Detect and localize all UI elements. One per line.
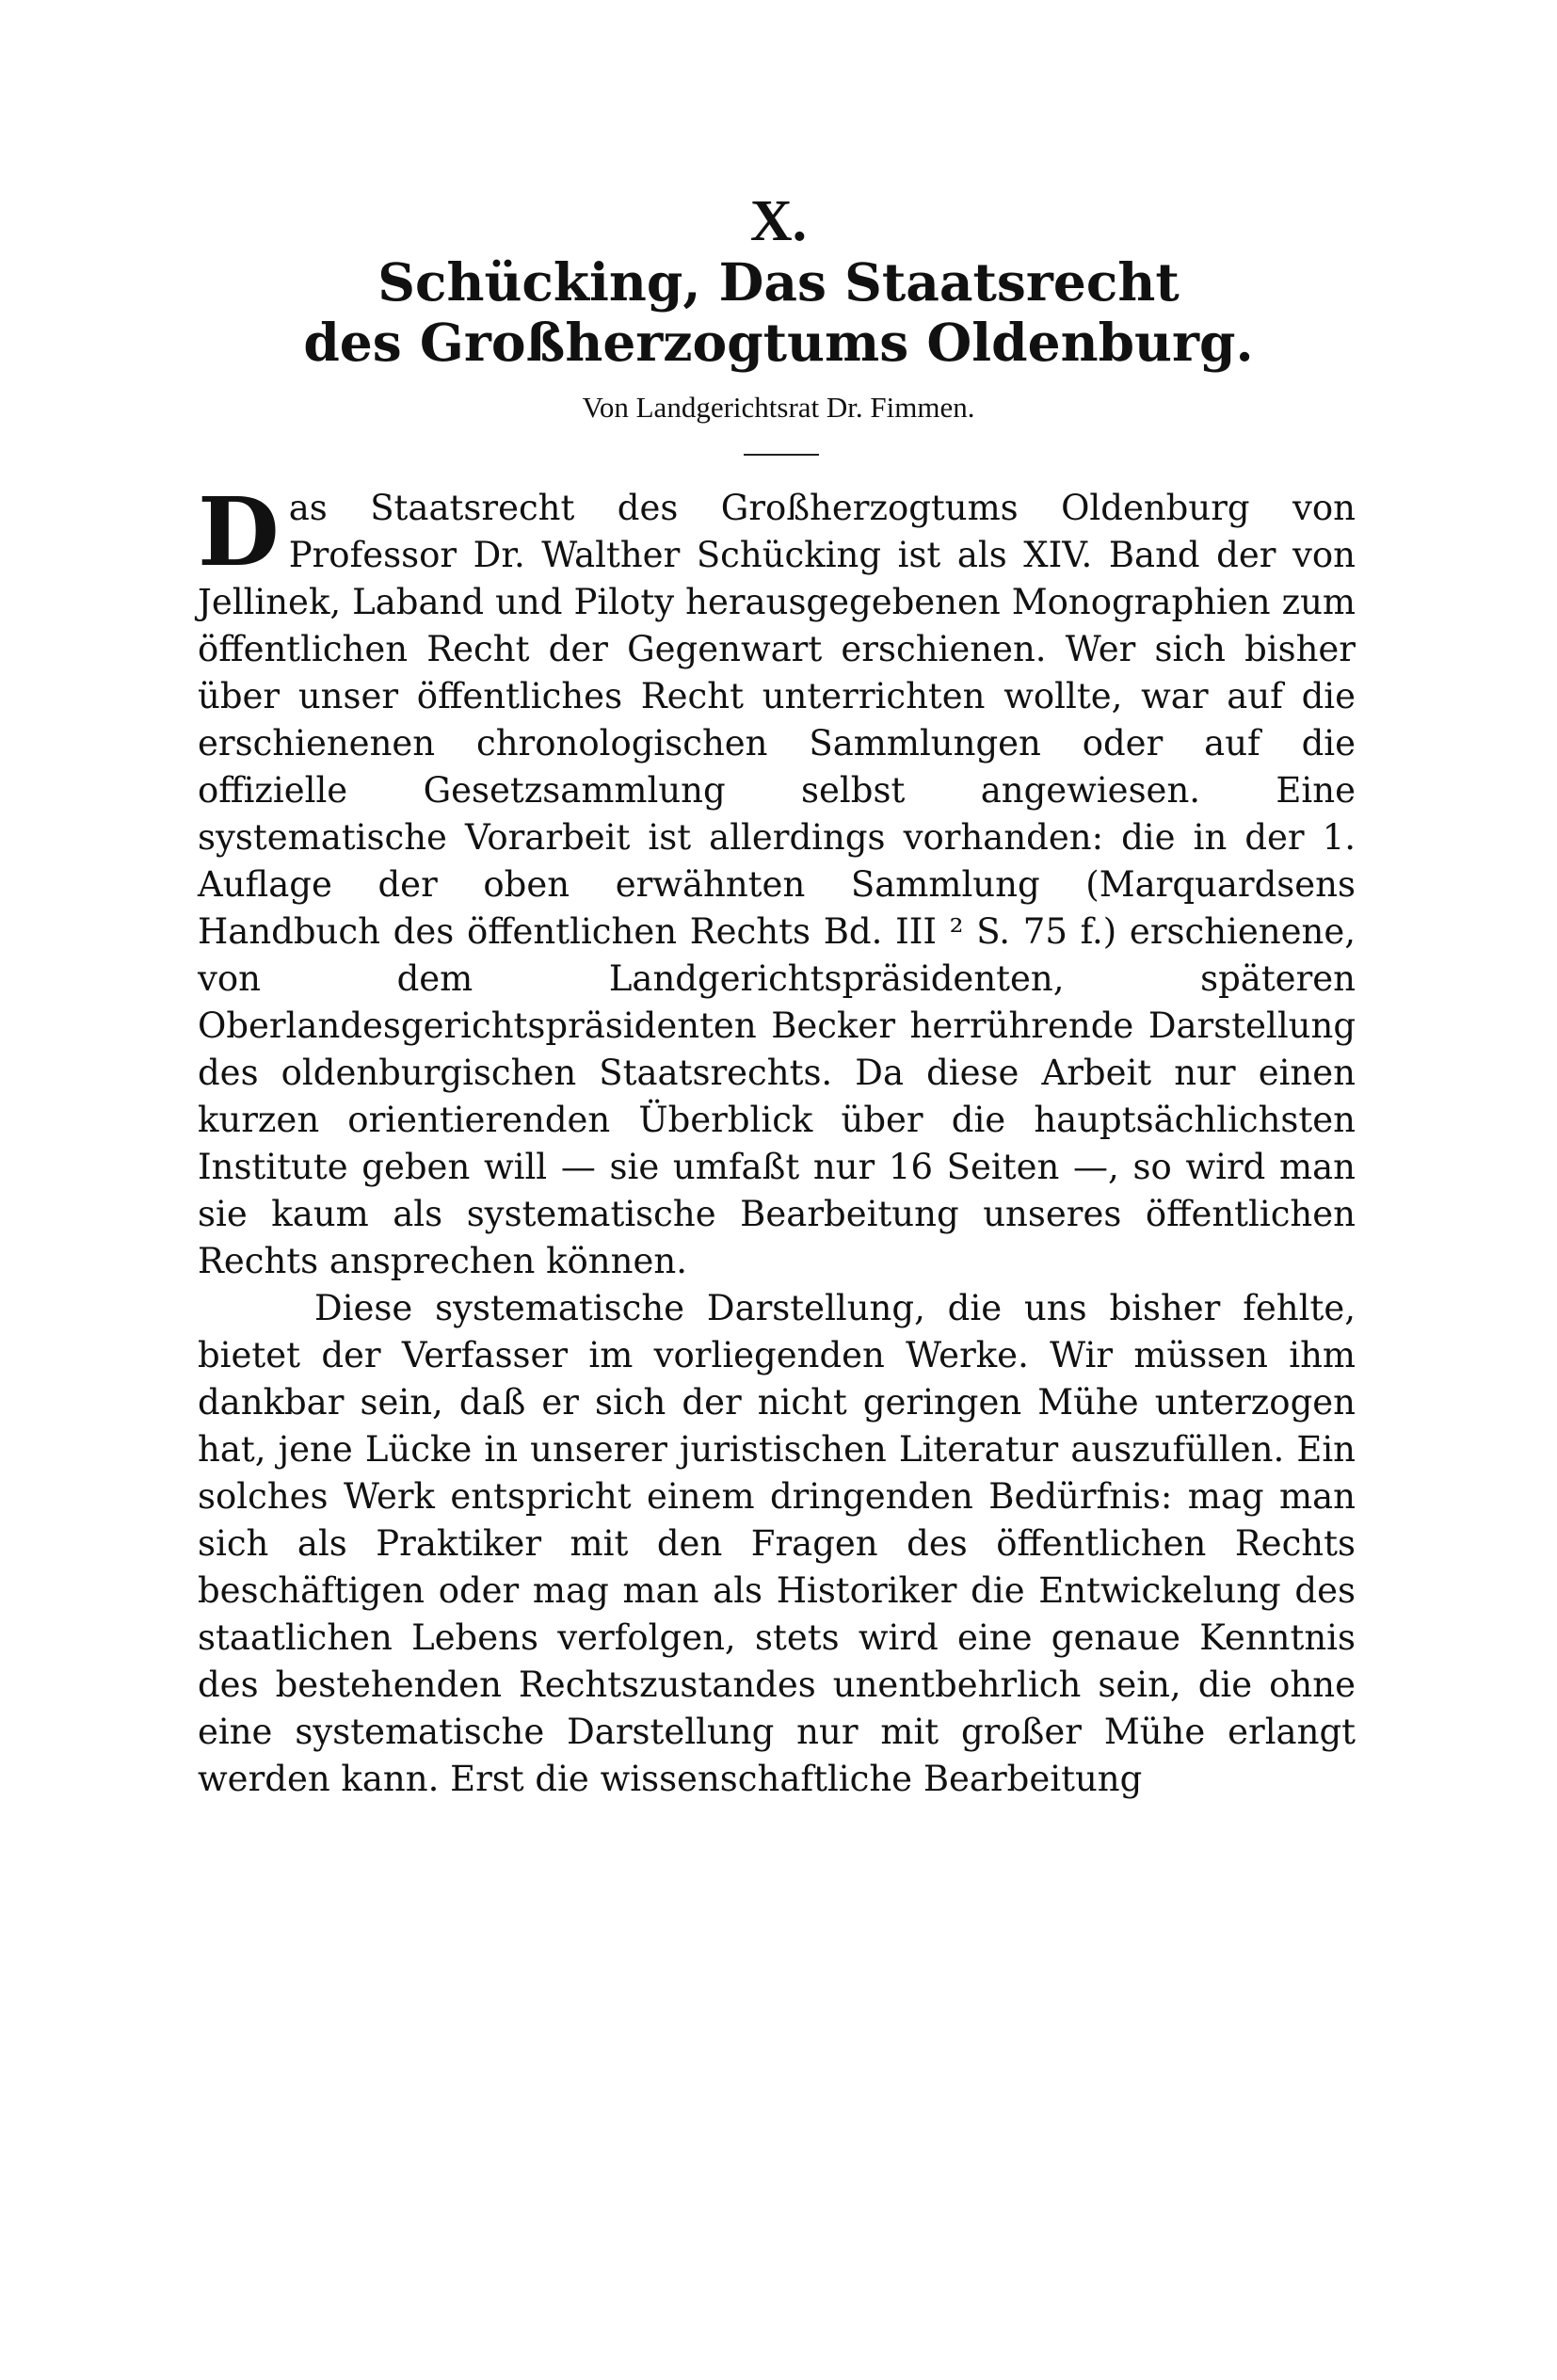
chapter-title — [0, 252, 1557, 373]
title-divider — [744, 454, 819, 456]
article-body — [198, 476, 1356, 1803]
paragraph-1 — [198, 476, 1356, 1285]
paragraph-2: Diese systematische Darstellung, die uns bisher fehlte, bietet der Verfasser im vorliegenden Werke. Wir müssen ihm dankbar sein, daß er sich der nicht geringen Mühe unterzogen hat, jene Lücke in unserer juristischen Literatur auszufüllen. Ein solches Werk entspricht einem dringenden Bedürfnis: mag man sich als Praktiker mit den Fragen des öffentlichen Rechts beschäftigen oder mag man als Historiker die Entwickelung des staatlichen Lebens verfolgen, stets wird eine genaue Kenntnis des bestehenden Rechtszustandes unentbehrlich sein, die ohne eine systematische Darstellung nur mit großer Mühe erlangt werden kann. Erst die wissenschaftliche Bearbeitung — [198, 1288, 1356, 1799]
drop-cap: D — [198, 476, 280, 587]
chapter-title-line-1: Schücking, Das Staatsrecht — [377, 251, 1180, 313]
chapter-title-line-2: des Großherzogtums Oldenburg. — [303, 312, 1254, 373]
author-byline: Von Landgerichtsrat Dr. Fimmen. — [582, 391, 975, 424]
chapter-numeral: X. — [749, 189, 808, 253]
paragraph-1-text: as Staatsrecht des Großherzogtums Oldenburg von Professor Dr. Walther Schücking ist als XIV. Band der von Jellinek, Laband und Piloty herausgegebenen Monographien zum öffentlichen Recht der Gegenwart erschienen. Wer sich bisher über unser öffentliches Recht unterrichten wollte, war auf die erschienenen chronologischen Sammlungen oder auf die offizielle Gesetzsammlung selbst angewiesen. Eine systematische Vorarbeit ist allerdings vorhanden: die in der 1. Auflage der oben erwähnten Sammlung (Marquardsens Handbuch des öffentlichen Rechts Bd. III ² S. 75 f.) erschienene, von dem Landgerichtspräsidenten, späteren Oberlandesgerichtspräsidenten Becker herrührende Darstellung des oldenburgischen Staatsrechts. Da diese Arbeit nur einen kurzen orientierenden Überblick über die hauptsächlichsten Institute geben will — sie umfaßt nur 16 Seiten —, so wird man sie kaum als systematische Bearbeitung unseres öffentlichen Rechts ansprechen können. — [198, 488, 1356, 1281]
